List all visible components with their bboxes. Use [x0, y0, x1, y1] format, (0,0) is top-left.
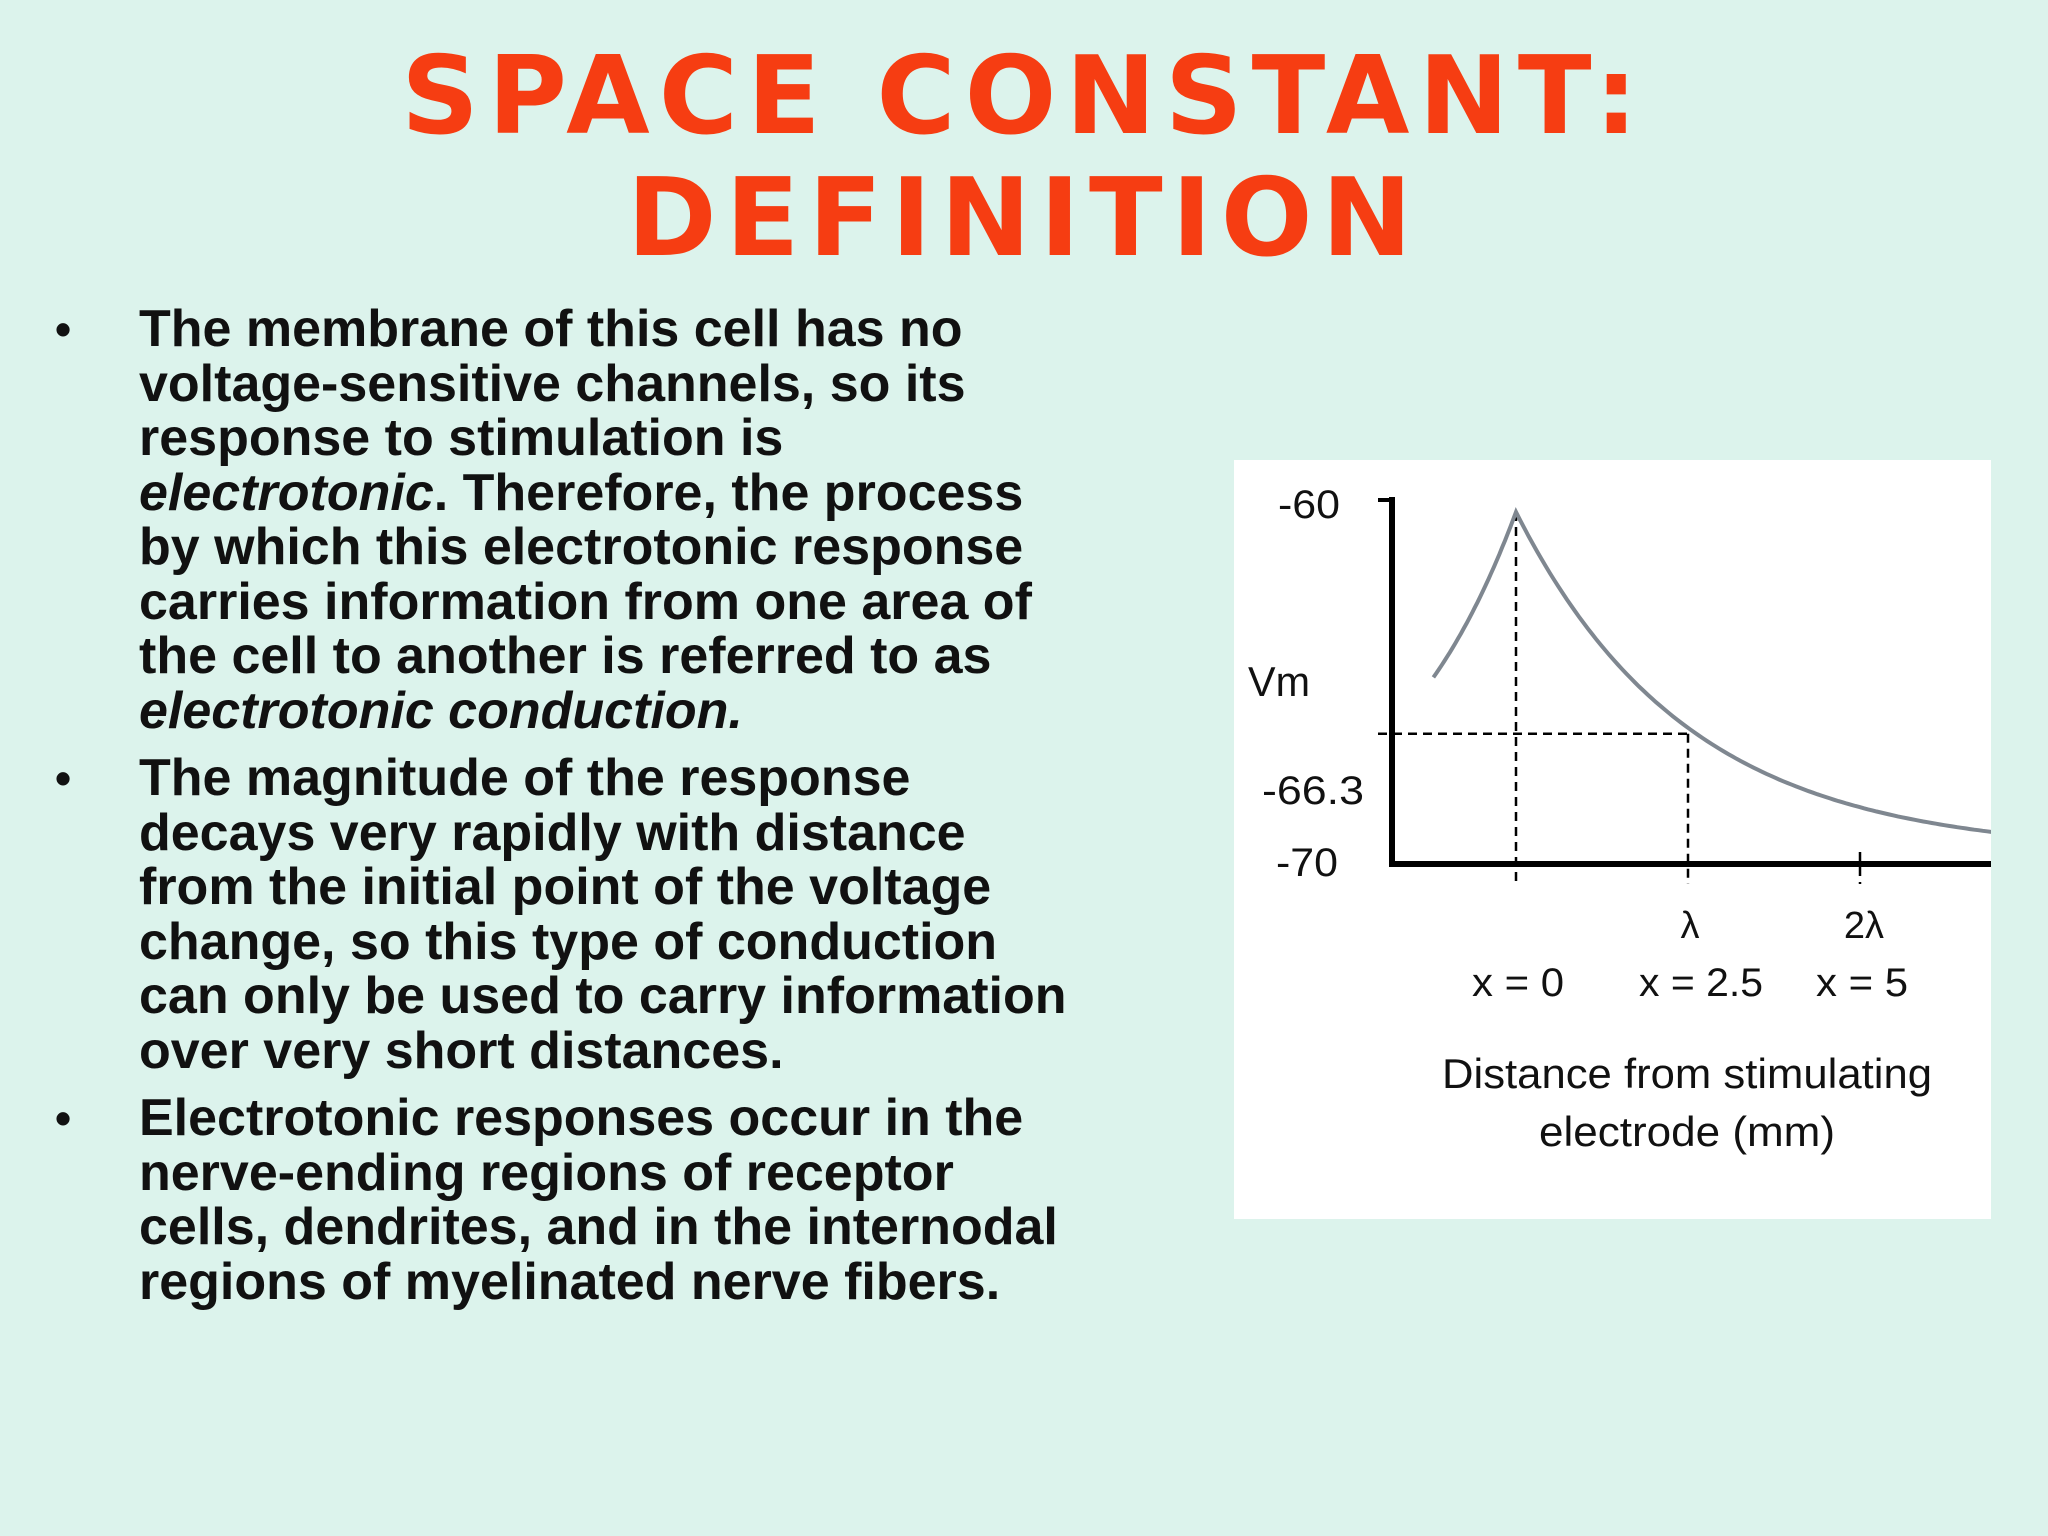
- y-tick-label-mid: -66.3: [1262, 769, 1364, 813]
- bullet-item: [55, 1091, 1175, 1309]
- bullet-text: change, so this type of conduction: [139, 912, 998, 971]
- bullet-text: decays very rapidly with distance: [139, 803, 966, 862]
- y-tick-label-bottom: -70: [1276, 841, 1338, 885]
- bullet-list: [55, 302, 1175, 1322]
- x-position-label-1: x = 2.5: [1639, 961, 1763, 1005]
- slide-title: [0, 36, 2048, 280]
- y-axis-label: Vm: [1248, 658, 1310, 705]
- bullet-line: [139, 1252, 1175, 1311]
- bullet-text: Electrotonic responses occur in the: [139, 1089, 1024, 1147]
- y-tick-label-top: -60: [1278, 483, 1340, 527]
- bullet-line: [139, 912, 1175, 971]
- two-lambda-label: 2λ: [1843, 905, 1885, 947]
- x-axis-label-line-2: electrode (mm): [1539, 1108, 1835, 1155]
- bullet-line: [139, 1200, 1175, 1255]
- bullet-line: [139, 411, 1175, 466]
- bullet-marker: •: [55, 752, 72, 804]
- bullet-text: can only be used to carry information: [139, 967, 1067, 1025]
- bullet-text: response to stimulation is: [139, 409, 784, 467]
- bullet-line: [139, 302, 1175, 357]
- bullet-line: [139, 681, 1175, 740]
- bullet-line: [139, 1021, 1175, 1080]
- bullet-text: the cell to another is referred to as: [139, 627, 992, 685]
- decay-chart: [1234, 460, 1991, 1219]
- bullet-line: [139, 354, 1175, 413]
- bullet-line: [139, 520, 1175, 575]
- bullet-text: over very short distances.: [139, 1021, 784, 1080]
- x-position-label-2: x = 5: [1816, 961, 1908, 1005]
- title-line-1: SPACE CONSTANT:: [401, 34, 1647, 159]
- bullet-text: . Therefore, the process: [433, 463, 1024, 522]
- bullet-text: nerve-ending regions of receptor: [139, 1143, 954, 1202]
- bullet-text: The magnitude of the response: [139, 749, 911, 807]
- bullet-line: [139, 1091, 1175, 1146]
- bullet-line: [139, 751, 1175, 806]
- bullet-line: [139, 629, 1175, 684]
- bullet-line: [139, 969, 1175, 1024]
- bullet-marker: •: [55, 1092, 72, 1144]
- bullet-text: voltage-sensitive channels, so its: [139, 354, 966, 413]
- bullet-item: [55, 302, 1175, 738]
- x-position-label-0: x = 0: [1472, 961, 1564, 1005]
- bullet-text: cells, dendrites, and in the internodal: [139, 1198, 1058, 1256]
- bullet-text: carries information from one area of: [139, 572, 1032, 631]
- emphasized-term: electrotonic: [139, 463, 434, 522]
- bullet-line: [139, 1143, 1175, 1202]
- bullet-line: [139, 860, 1175, 915]
- title-line-2: DEFINITION: [626, 156, 1421, 281]
- bullet-text: from the initial point of the voltage: [139, 858, 992, 916]
- bullet-line: [139, 572, 1175, 631]
- bullet-line: [139, 803, 1175, 862]
- lambda-label: λ: [1680, 905, 1700, 947]
- bullet-text: by which this electrotonic response: [139, 518, 1024, 576]
- bullet-item: [55, 751, 1175, 1078]
- bullet-text: regions of myelinated nerve fibers.: [139, 1252, 1001, 1311]
- bullet-marker: •: [55, 303, 72, 355]
- emphasized-term: electrotonic conduction.: [139, 681, 743, 740]
- bullet-line: [139, 463, 1175, 522]
- x-axis-label-line-1: Distance from stimulating: [1442, 1050, 1932, 1097]
- bullet-text: The membrane of this cell has no: [139, 300, 963, 358]
- space-constant-figure: [1234, 460, 1991, 1219]
